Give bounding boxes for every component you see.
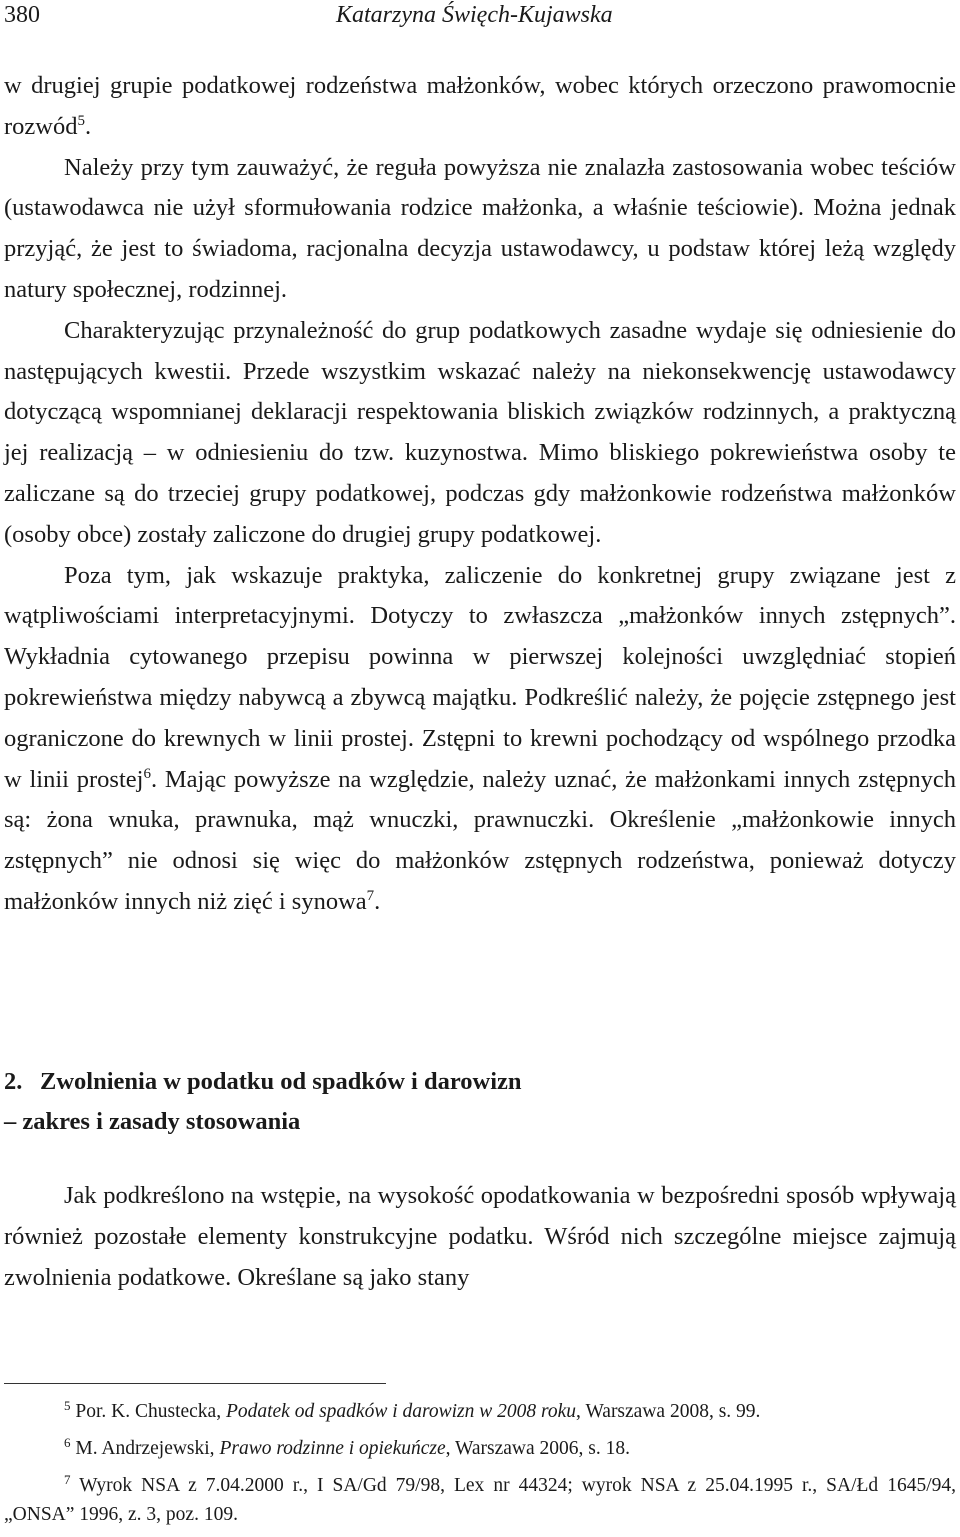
paragraph-2 — [4, 148, 956, 311]
page-header — [4, 0, 956, 34]
paragraph-1 — [4, 66, 956, 148]
paragraph-text: Należy przy tym zauważyć, że reguła powyższa nie znalazła zastosowania wobec teściów (ustawodawca nie użył sformułowania rodzice małżonka, a właśnie teściowie). Można jednak przyjąć, że jest to świadoma, racjonalna decyzja ustawodawcy, u podstaw której leżą względy natury społecznej, rodzinnej. — [4, 153, 956, 303]
footnote-number: 5 — [64, 1398, 71, 1413]
footnote-7 — [4, 1471, 956, 1529]
paragraph-text: w drugiej grupie podatkowej rodzeństwa małżonków, wobec których orzeczono prawomocnie rozwód — [4, 72, 956, 140]
section-heading-line-1 — [4, 1062, 522, 1102]
footnote-6 — [4, 1434, 956, 1463]
section-title: Zwolnienia w podatku od spadków i darowizn — [40, 1068, 522, 1095]
footnote-title: Prawo rodzinne i opiekuńcze — [219, 1438, 446, 1459]
footnote-text: , Warszawa 2006, s. 18. — [445, 1438, 631, 1459]
section-number: 2. — [4, 1068, 23, 1095]
section-paragraph: Jak podkreślono na wstępie, na wysokość opodatkowania w bezpośredni sposób wpływają również pozostałe elementy konstrukcyjne podatku. Wśród nich szczególne miejsce zajmują zwolnienia podatkowe. Określane są jako stany — [4, 1182, 956, 1291]
footnote-text: M. Andrzejewski, — [75, 1438, 220, 1459]
section-subtitle: – zakres i zasady stosowania — [4, 1108, 301, 1135]
footnote-ref-5: 5 — [77, 112, 85, 129]
paragraph-text: . — [84, 112, 92, 140]
paragraph-3 — [4, 311, 956, 556]
section-text — [4, 1176, 956, 1298]
footnote-number: 7 — [64, 1472, 71, 1487]
footnote-number: 6 — [64, 1435, 71, 1450]
footnote-text: Por. K. Chustecka, — [75, 1401, 226, 1422]
footnote-5 — [4, 1397, 956, 1426]
paragraph-text: . — [374, 887, 381, 915]
page-number: 380 — [4, 2, 40, 28]
footnote-separator — [4, 1383, 386, 1384]
footnotes — [4, 1397, 956, 1537]
paragraph-text: Charakteryzując przynależność do grup podatkowych zasadne wydaje się odniesienie do następujących kwestii. Przede wszystkim wskazać należy na niekonsekwencję ustawodawcy dotyczącą wspomnianej deklaracji respektowania bliskich związków rodzinnych, a praktyczną jej realizacją – w odniesieniu do tzw. kuzynostwa. Mimo bliskiego pokrewieństwa osoby te zaliczane są do trzeciej grupy podatkowej, podczas gdy małżonkowie rodzeństwa małżonków (osoby obce) zostały zaliczone do drugiej grupy podatkowej. — [4, 316, 956, 548]
running-head-author: Katarzyna Święch-Kujawska — [336, 2, 613, 28]
footnote-title: Podatek od spadków i darowizn w 2008 roku — [225, 1401, 577, 1422]
footnote-text: Wyrok NSA z 7.04.2000 r., I SA/Gd 79/98, Lex nr 44324; wyrok NSA z 25.04.1995 r., SA/Łd 1645/94, „ONSA” 1996, z. 3, poz. 109. — [4, 1475, 956, 1525]
footnote-text: , Warszawa 2008, s. 99. — [576, 1401, 761, 1422]
paragraph-text: Poza tym, jak wskazuje praktyka, zaliczenie do konkretnej grupy związane jest z wątpliwościami interpretacyjnymi. Dotyczy to zwłaszcza „małżonków innych zstępnych”. Wykładnia cytowanego przepisu powinna w pierwszej kolejności uwzględniać stopień pokrewieństwa między nabywcą a zbywcą majątku. Podkreślić należy, że pojęcie zstępnego jest ograniczone do krewnych w linii prostej. Zstępni to krewni pochodzący od wspólnego przodka w linii prostej — [4, 561, 956, 793]
footnote-ref-7: 7 — [366, 887, 375, 904]
paragraph-text: . Mając powyższe na względzie, należy uznać, że małżonkami innych zstępnych są: żona wnuka, prawnuka, mąż wnuczki, prawnuczki. Określenie „małżonkowie innych zstępnych” nie odnosi się więc do małżonków zstępnych rodzeństwa, ponieważ dotyczy małżonków innych niż zięć i synowa — [4, 765, 956, 915]
main-text — [4, 66, 956, 923]
footnote-ref-6: 6 — [143, 765, 151, 782]
paragraph-4 — [4, 556, 956, 923]
section-heading — [4, 1062, 522, 1142]
